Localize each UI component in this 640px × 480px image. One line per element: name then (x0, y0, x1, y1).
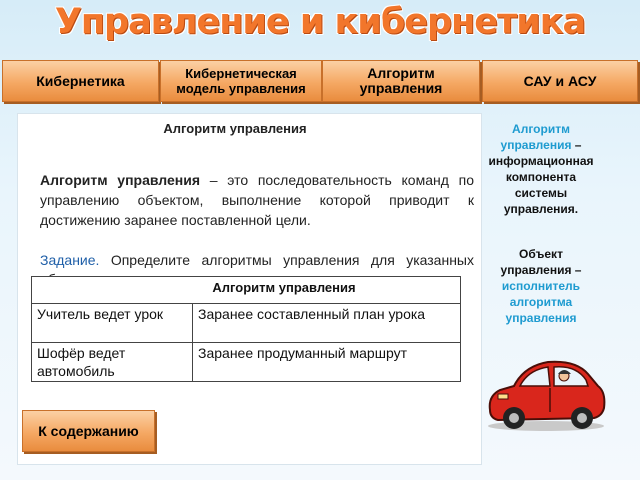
table-row (32, 304, 461, 343)
tab-label: САУ и АСУ (523, 72, 597, 89)
table-cell-algorithm: Заранее составленный план урока (193, 304, 461, 343)
table-row (32, 343, 461, 382)
sidebar-note-highlight: исполнитель алгоритма управления (501, 279, 581, 325)
sidebar-note-highlight: Алгоритм управления (500, 122, 572, 152)
back-to-contents-button[interactable]: К содержанию (22, 410, 155, 452)
tab-cybernetics[interactable] (2, 60, 159, 102)
page-title: Управление и кибернетика (54, 2, 586, 42)
tab-label: Алгоритм управления (359, 65, 443, 96)
table-cell-subject: Шофёр ведет автомобиль (32, 343, 193, 382)
task-text: Задание. Определите алгоритмы управления для указанных (40, 252, 474, 268)
algorithm-table (31, 276, 461, 382)
table-header-row (32, 277, 461, 304)
tab-label: Кибернетика (36, 72, 125, 89)
sidebar-note-object: Объект управления – исполнитель алгоритма управления (500, 247, 582, 325)
table-cell-subject: Учитель ведет урок (32, 304, 193, 343)
tab-label: Кибернетическая модель управления (176, 66, 306, 96)
table-header: Алгоритм управления (32, 277, 461, 304)
task-keyword: Задание. (40, 252, 100, 268)
tab-sau-asu[interactable] (482, 60, 638, 102)
table-cell-algorithm: Заранее продуманный маршрут (193, 343, 461, 382)
tab-cybernetic-model[interactable] (160, 60, 322, 102)
car-image (484, 352, 608, 434)
definition-term: Алгоритм управления (40, 172, 201, 188)
definition-text: Алгоритм управления – это последовательность команд по управлению объектом, выполнение которой приводит к достижению заранее поставленной цели. (40, 172, 474, 228)
panel-title: Алгоритм управления (163, 121, 307, 136)
sidebar-note-algorithm: Алгоритм управления – информационная компонента системы управления. (488, 122, 594, 216)
tab-control-algorithm[interactable] (322, 60, 480, 102)
